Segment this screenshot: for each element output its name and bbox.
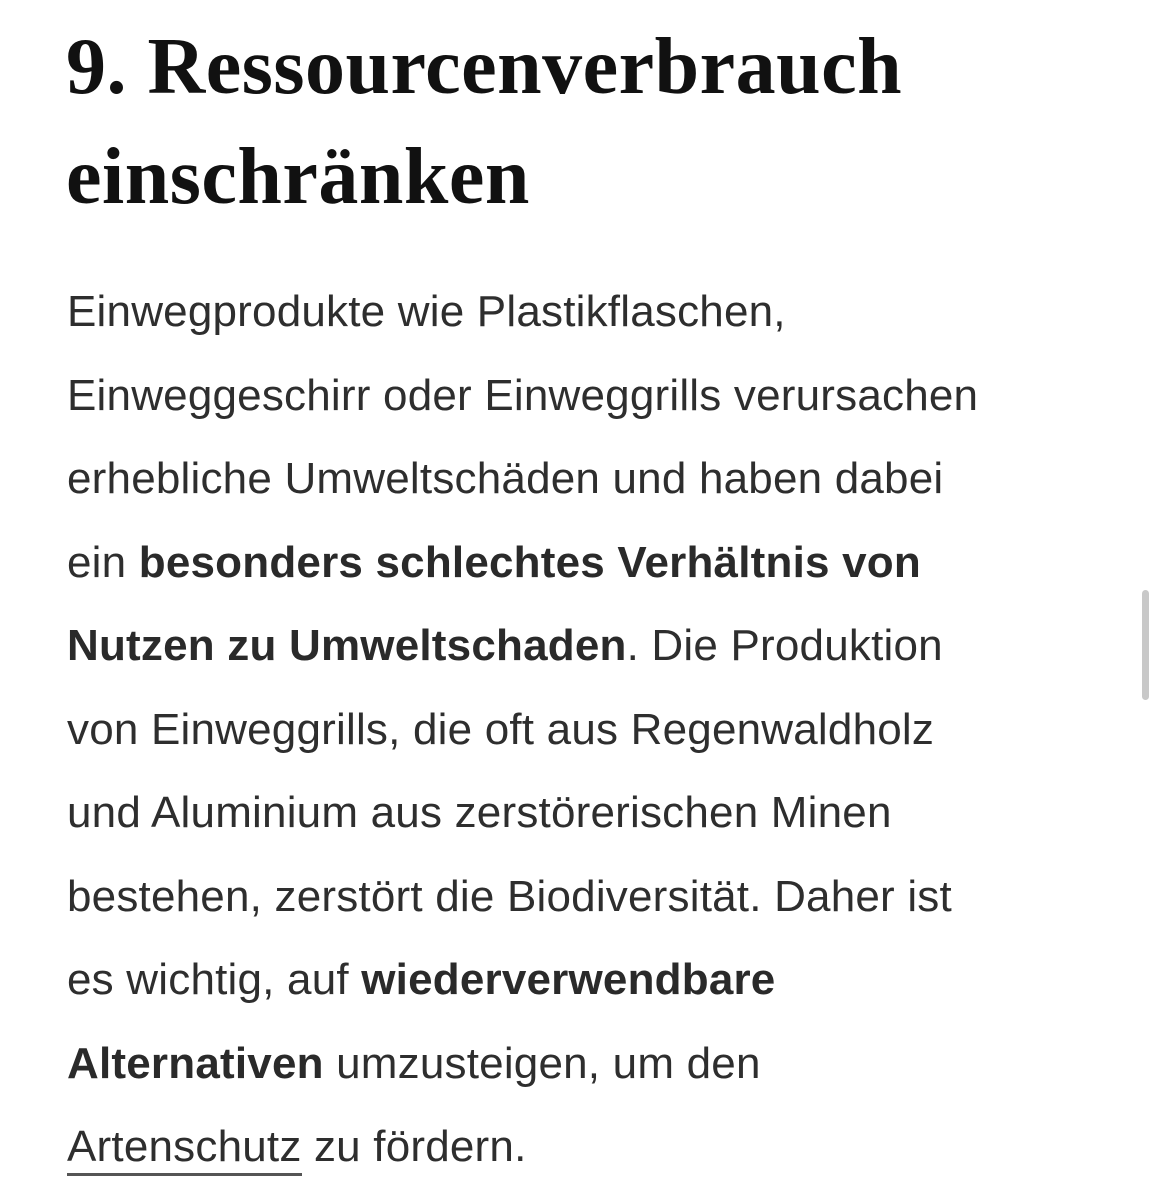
text-line (67, 1105, 978, 1189)
vertical-scrollbar[interactable] (1142, 590, 1149, 700)
text-line: von Einweggrills, die oft aus Regenwaldholz (67, 704, 935, 754)
text-line: und Aluminium aus zerstörerischen Minen (67, 788, 892, 837)
text-line: Einweggeschirr oder Einweggrills verursachen (67, 370, 979, 420)
bold-text: besonders schlechtes Verhältnis von (138, 537, 921, 587)
text-line: bestehen, zerstört die Biodiversität. Daher ist (67, 871, 952, 921)
text-line: Einwegprodukte wie Plastikflaschen, (67, 287, 786, 336)
bold-text: wiederverwendbare (361, 955, 776, 1004)
text: umzusteigen, um den (323, 1038, 761, 1088)
text-line (67, 1022, 978, 1106)
bold-text: Nutzen zu Umweltschaden (67, 621, 627, 670)
text: ein (67, 537, 139, 587)
text-line: erhebliche Umweltschäden und haben dabei (67, 454, 944, 503)
article-paragraph (67, 270, 978, 1189)
heading-line: einschränken (66, 133, 530, 221)
text-line (67, 604, 978, 688)
artenschutz-link[interactable]: Artenschutz (67, 1122, 302, 1176)
text-line (67, 938, 978, 1022)
text: zu fördern. (301, 1122, 527, 1171)
text: es wichtig, auf (67, 955, 362, 1004)
heading-line: 9. Ressourcenverbrauch (66, 23, 903, 111)
bold-text: Alternativen (67, 1038, 324, 1088)
text-line (67, 521, 978, 605)
section-heading (66, 12, 902, 232)
text: . Die Produktion (626, 621, 943, 670)
